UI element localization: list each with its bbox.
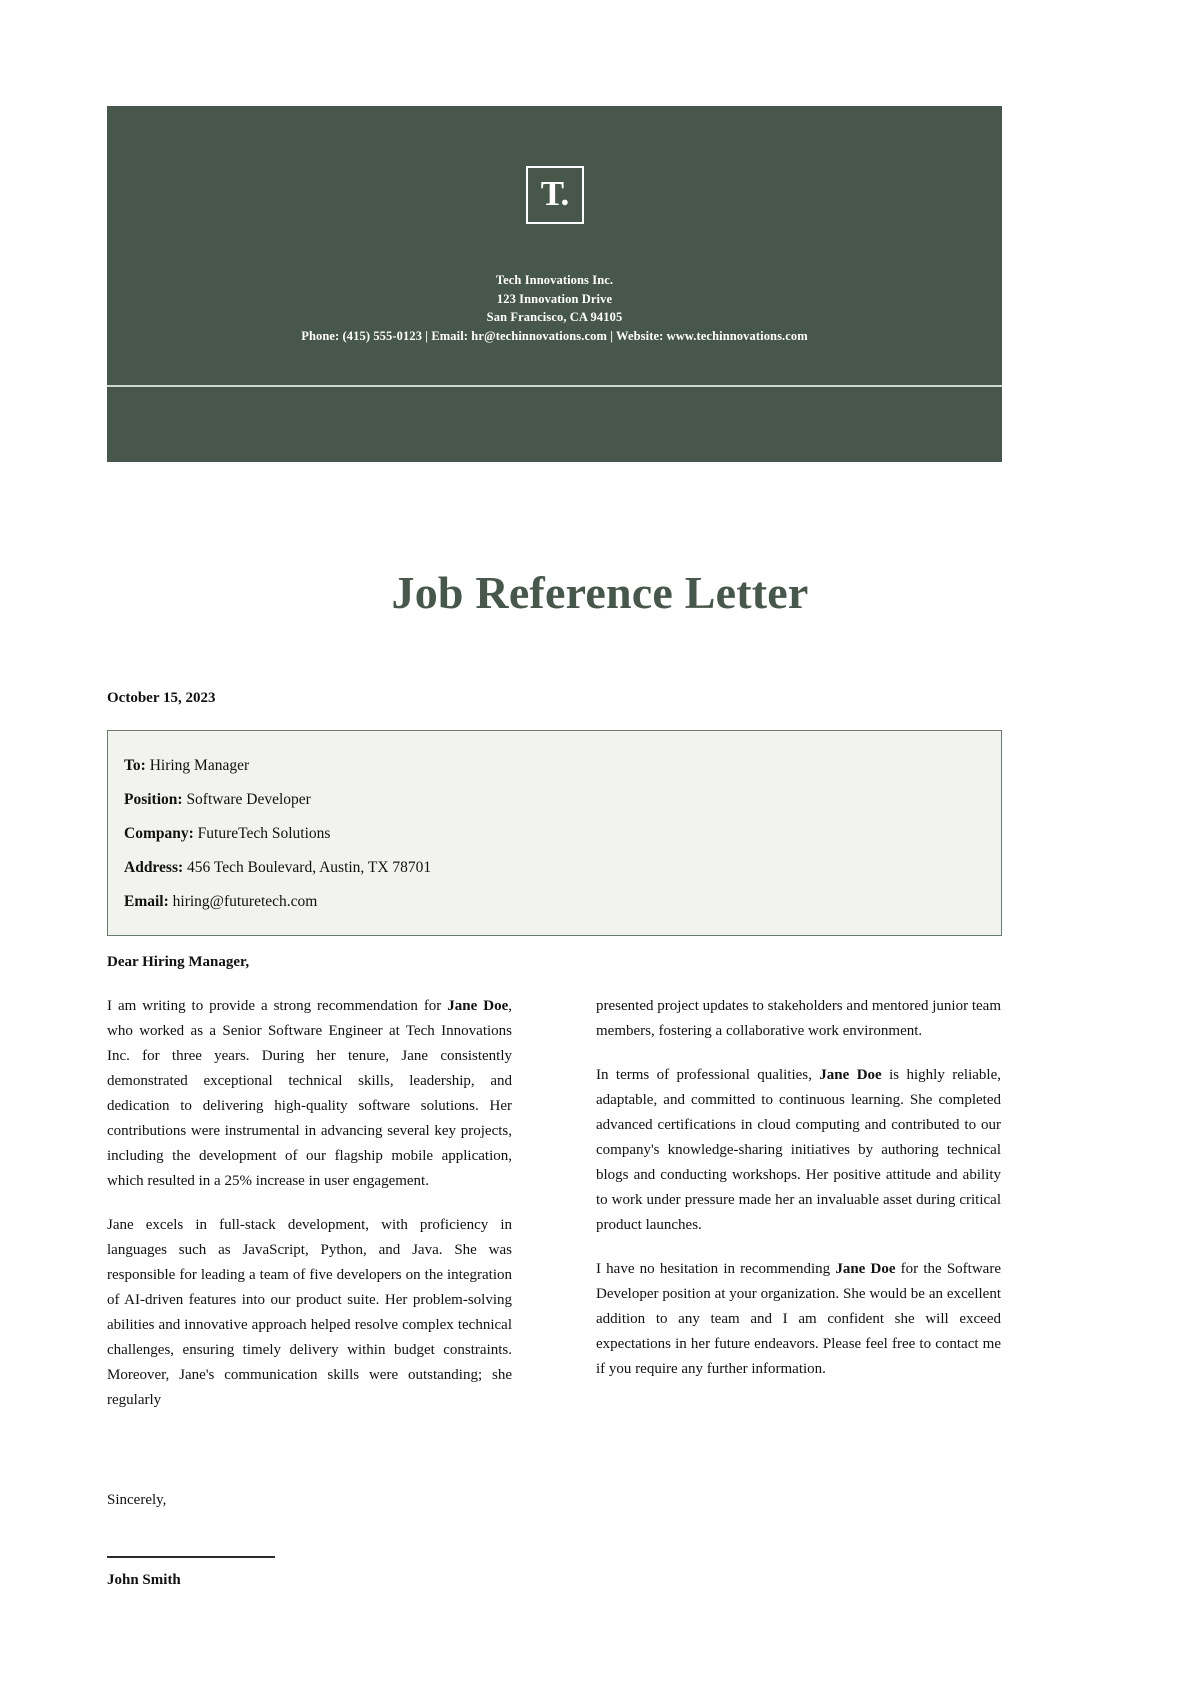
- company-city-state-zip: San Francisco, CA 94105: [486, 310, 623, 324]
- company-name: Tech Innovations Inc.: [495, 273, 614, 287]
- letterhead-banner: [107, 106, 1002, 462]
- signature-line: [107, 1556, 275, 1558]
- company-address-block: [137, 271, 972, 345]
- recipient-label-address: Address:: [124, 859, 184, 876]
- recipient-label-company: Company:: [124, 825, 194, 842]
- recipient-row-address: [124, 859, 985, 877]
- recipient-value-to: Hiring Manager: [149, 757, 250, 774]
- emphasized-name: Jane Doe: [819, 1067, 882, 1083]
- recipient-row-to: [124, 757, 985, 775]
- recipient-label-to: To:: [124, 757, 146, 774]
- letter-body: [107, 994, 1002, 1413]
- body-paragraph: [107, 1213, 512, 1413]
- recipient-label-position: Position:: [124, 791, 183, 808]
- recipient-row-position: [124, 791, 985, 809]
- recipient-value-position: Software Developer: [186, 791, 311, 808]
- body-column-right: [596, 994, 1001, 1413]
- page-title: Job Reference Letter: [391, 567, 809, 618]
- recipient-row-company: [124, 825, 985, 843]
- emphasized-name: Jane Doe: [835, 1261, 896, 1277]
- body-paragraph: [596, 994, 1001, 1044]
- closing-salutation: Sincerely,: [107, 1492, 167, 1508]
- letterhead-lower-band: [107, 387, 1002, 462]
- recipient-value-company: FutureTech Solutions: [197, 825, 331, 842]
- paragraph-text: for the Software Developer position at your organization. She would be an excellent addition to any team and I am confident she will exceed expectations in her future endeavors. Please feel free to contact me if you require any further information.: [596, 1261, 1001, 1377]
- body-paragraph: [596, 1257, 1001, 1382]
- paragraph-text: is highly reliable, adaptable, and committed to continuous learning. She completed advanced certifications in cloud computing and contributed to our company's knowledge-sharing initiatives by authoring technical blogs and conducting workshops. Her positive attitude and ability to work under pressure made her an invaluable asset during critical product launches.: [596, 1067, 1001, 1233]
- paragraph-text: In terms of professional qualities,: [596, 1067, 820, 1083]
- signer-name: John Smith: [107, 1572, 181, 1588]
- recipient-row-email: [124, 893, 985, 911]
- company-street: 123 Innovation Drive: [496, 291, 613, 306]
- paragraph-text: I am writing to provide a strong recommendation for: [107, 998, 448, 1014]
- recipient-label-email: Email:: [124, 893, 169, 910]
- recipient-value-email: hiring@futuretech.com: [172, 893, 318, 910]
- recipient-value-address: 456 Tech Boulevard, Austin, TX 78701: [187, 859, 432, 876]
- body-paragraph: [596, 1063, 1001, 1238]
- paragraph-text: Jane excels in full-stack development, with proficiency in languages such as JavaScript, Python, and Java. She was responsible for leading a team of five developers on the integration of AI-driven features into our product suite. Her problem-solving abilities and innovative approach helped resolve complex technical challenges, ensuring timely delivery within budget constraints. Moreover, Jane's communication skills were outstanding; she regularly: [107, 1217, 512, 1408]
- body-paragraph: [107, 994, 512, 1194]
- salutation: Dear Hiring Manager,: [107, 954, 250, 970]
- paragraph-text: , who worked as a Senior Software Engineer at Tech Innovations Inc. for three years. During her tenure, Jane consistently demonstrated exceptional technical skills, leadership, and dedication to delivering high-quality software solutions. Her contributions were instrumental in advancing several key projects, including the development of our flagship mobile application, which resulted in a 25% increase in user engagement.: [107, 998, 512, 1189]
- letter-date: October 15, 2023: [107, 690, 216, 706]
- letterhead-content: [107, 106, 1002, 375]
- body-column-left: [107, 994, 512, 1413]
- paragraph-text: I have no hesitation in recommending: [596, 1261, 836, 1277]
- emphasized-name: Jane Doe: [447, 998, 509, 1014]
- company-logo: [526, 166, 584, 224]
- company-contact-line: Phone: (415) 555-0123 | Email: hr@techinnovations.com | Website: www.techinnovations.com: [301, 328, 808, 343]
- closing-block: [107, 1492, 512, 1589]
- paragraph-text: presented project updates to stakeholders and mentored junior team members, fostering a collaborative work environment.: [596, 998, 1001, 1039]
- recipient-details-box: [107, 730, 1002, 936]
- logo-monogram-icon: T.: [540, 174, 569, 213]
